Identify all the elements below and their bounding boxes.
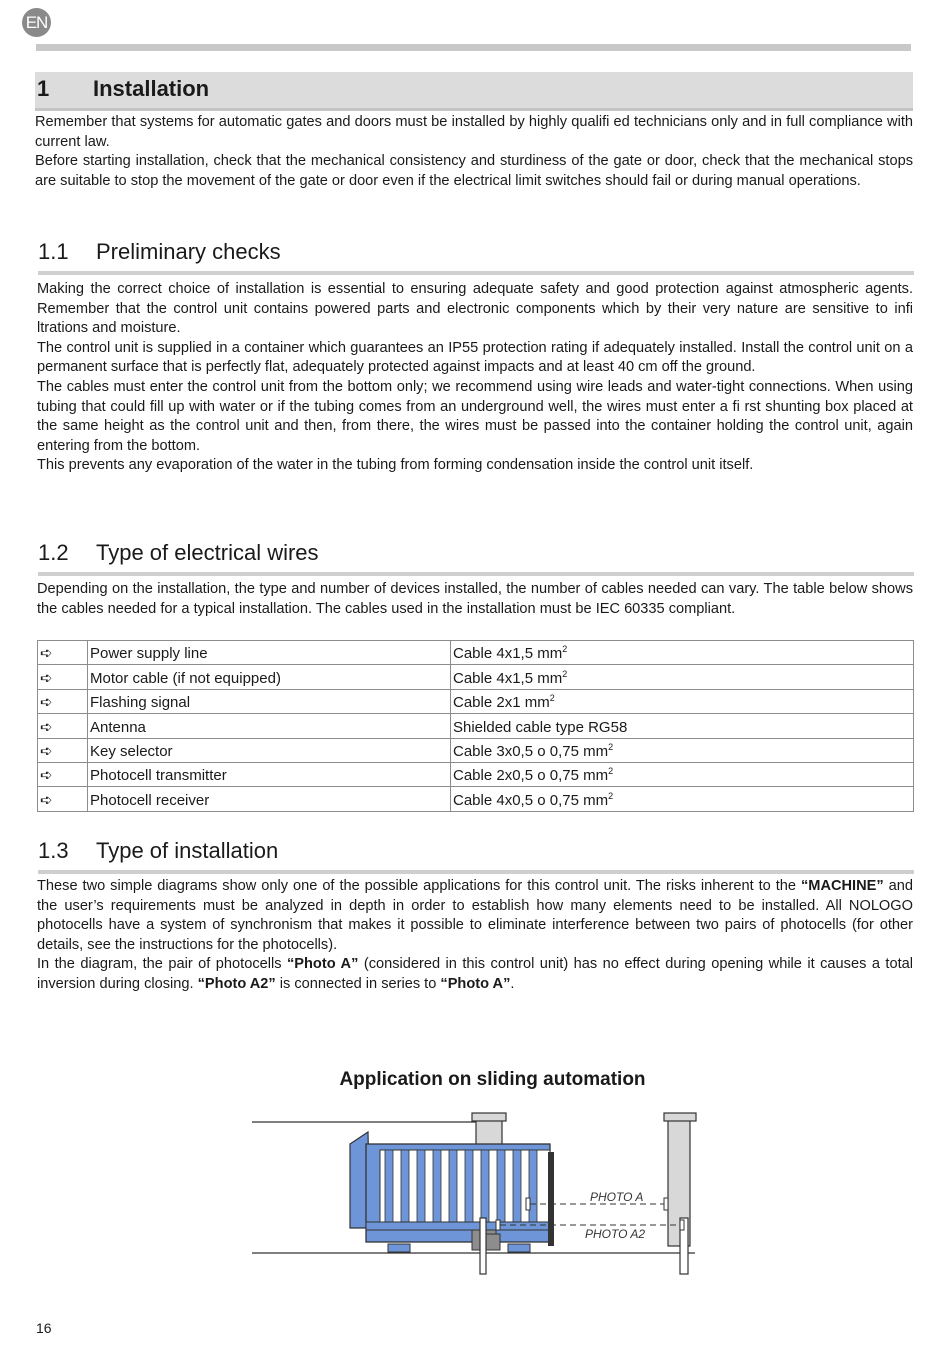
device-cell: Key selector bbox=[88, 738, 451, 762]
cables-table bbox=[37, 640, 914, 812]
gate-lower-rail bbox=[366, 1222, 550, 1230]
cable-text: Cable 4x1,5 mm bbox=[453, 669, 563, 687]
section-title: Type of installation bbox=[96, 838, 279, 863]
paragraph: Before starting installation, check that the mechanical consistency and sturdiness of the gate or door, check that the mechanical stops are suitable to stop the movement of the gate or door even if the electrical limit switches should fail or during manual operations. bbox=[35, 153, 913, 189]
cable-cell bbox=[451, 787, 914, 811]
paragraph: The cables must enter the control unit from the bottom only; we recommend using wire leads and water-tight connections. When using tubing that could fill up with water or if the tubing comes from an underground well, the wires must enter a fi rst shunting box placed at the same height as the control unit and then, from there, the wires must be passed into the container holding the control unit, again entering from the bottom. bbox=[37, 378, 913, 454]
arrow-icon: ➪ bbox=[38, 787, 88, 811]
cable-text: Shielded cable type RG58 bbox=[453, 718, 628, 736]
motor-unit-side bbox=[486, 1234, 500, 1250]
photocell-a2-tx bbox=[496, 1220, 500, 1230]
text-run: . bbox=[510, 975, 515, 992]
section-number: 1.1 bbox=[38, 239, 69, 264]
section-number: 1.2 bbox=[38, 540, 69, 565]
section-1-3-body bbox=[37, 877, 913, 995]
arrow-icon: ➪ bbox=[38, 665, 88, 689]
section-1-2-body bbox=[37, 580, 913, 619]
section-title: Installation bbox=[93, 76, 210, 101]
right-post-cap bbox=[664, 1113, 696, 1121]
sliding-gate-diagram bbox=[250, 1110, 710, 1280]
diagram-title: Application on sliding automation bbox=[339, 1069, 646, 1090]
bold-term: “MACHINE” bbox=[800, 878, 884, 894]
bold-term: “Photo A2” bbox=[197, 975, 276, 992]
cable-text: Cable 4x0,5 o 0,75 mm bbox=[453, 791, 609, 809]
section-1-1-body bbox=[37, 280, 913, 476]
device-cell: Flashing signal bbox=[88, 689, 451, 713]
text-run: is connected in series to bbox=[275, 975, 441, 992]
language-badge: EN bbox=[22, 8, 51, 37]
table-row bbox=[38, 738, 914, 762]
section-1-3-heading bbox=[38, 836, 914, 874]
cable-cell bbox=[451, 665, 914, 689]
cable-cell bbox=[451, 689, 914, 713]
label-photo-a2: PHOTO A2 bbox=[585, 1227, 646, 1241]
paragraph: The control unit is supplied in a container which guarantees an IP55 protection rating if adequately installed. Install the control unit on a permanent surface that is perfectly flat, adequately protected against impacts and at least 40 cm off the ground. bbox=[37, 339, 913, 376]
arrow-icon: ➪ bbox=[38, 641, 88, 665]
text-run: (considered in this control unit) has no effect during opening while it causes a total inversion during closing. bbox=[37, 956, 913, 992]
section-title: Type of electrical wires bbox=[96, 540, 319, 565]
section-title: Preliminary checks bbox=[96, 239, 281, 264]
device-cell: Antenna bbox=[88, 714, 451, 738]
arrow-icon: ➪ bbox=[38, 762, 88, 786]
device-cell: Photocell transmitter bbox=[88, 762, 451, 786]
photocell-a-rx bbox=[664, 1198, 668, 1210]
table-row bbox=[38, 689, 914, 713]
left-post-cap bbox=[472, 1113, 506, 1121]
bold-term: “Photo A” bbox=[286, 956, 359, 973]
page-number: 16 bbox=[36, 1320, 52, 1336]
table-row bbox=[38, 787, 914, 811]
section-1-1-heading bbox=[38, 237, 914, 275]
cable-cell bbox=[451, 714, 914, 738]
section-number: 1 bbox=[37, 76, 50, 101]
photocell-a2-rx bbox=[680, 1220, 684, 1230]
photocell-post-a2 bbox=[480, 1218, 486, 1274]
superscript: 2 bbox=[562, 668, 568, 679]
top-rule bbox=[36, 44, 911, 51]
table-row bbox=[38, 762, 914, 786]
cable-text: Cable 2x1 mm bbox=[453, 694, 550, 712]
gate bbox=[350, 1132, 554, 1252]
bold-term: “Photo A” bbox=[440, 975, 511, 992]
section-1-body bbox=[35, 113, 913, 191]
section-1-heading bbox=[35, 72, 913, 111]
cable-text: Cable 3x0,5 o 0,75 mm bbox=[453, 742, 609, 760]
text-run: In the diagram, the pair of photocells bbox=[37, 956, 287, 973]
paragraph: Remember that systems for automatic gates and doors must be installed by highly qualifi ed technicians only and in full compliance with current law. bbox=[35, 114, 913, 150]
section-1-2-heading bbox=[38, 538, 914, 576]
table-row bbox=[38, 641, 914, 665]
gate-wheel-right bbox=[508, 1244, 530, 1252]
text-run: These two simple diagrams show only one of the possible applications for this control unit. The risks inherent to the bbox=[37, 878, 801, 894]
arrow-icon: ➪ bbox=[38, 738, 88, 762]
section-number: 1.3 bbox=[38, 838, 69, 863]
label-photo-a: PHOTO A bbox=[590, 1190, 644, 1204]
paragraph bbox=[37, 955, 913, 994]
superscript: 2 bbox=[549, 693, 555, 704]
device-cell: Power supply line bbox=[88, 641, 451, 665]
superscript: 2 bbox=[608, 790, 614, 801]
paragraph: Making the correct choice of installation is essential to ensuring adequate safety and good protection against atmospheric agents. Remember that the control unit contains powered parts and electronic components which by their very nature are sensitive to infi ltrations and moisture. bbox=[37, 281, 913, 337]
device-cell: Photocell receiver bbox=[88, 787, 451, 811]
cable-text: Cable 2x0,5 o 0,75 mm bbox=[453, 767, 609, 785]
cable-cell bbox=[451, 641, 914, 665]
gate-wheel-left bbox=[388, 1244, 410, 1252]
paragraph: Depending on the installation, the type and number of devices installed, the number of cables needed can vary. The table below shows the cables needed for a typical installation. The cables used in the installation must be IEC 60335 compliant. bbox=[37, 581, 913, 617]
photocell-a-tx bbox=[526, 1198, 530, 1210]
paragraph: This prevents any evaporation of the water in the tubing from forming condensation inside the control unit itself. bbox=[37, 457, 754, 474]
cable-cell bbox=[451, 738, 914, 762]
superscript: 2 bbox=[608, 741, 614, 752]
text-run: and the user’s requirements must be analyzed in depth in order to establish how many elements need to be installed. All NOLOGO photocells have a system of synchronism that makes it possible to eliminate interference between two pairs of photocells (for other details, see the instructions for the photocells). bbox=[37, 878, 913, 953]
table-row bbox=[38, 665, 914, 689]
superscript: 2 bbox=[562, 644, 568, 655]
cable-text: Cable 4x1,5 mm bbox=[453, 645, 563, 663]
paragraph bbox=[37, 877, 913, 955]
device-cell: Motor cable (if not equipped) bbox=[88, 665, 451, 689]
superscript: 2 bbox=[608, 766, 614, 777]
table-row bbox=[38, 714, 914, 738]
cable-cell bbox=[451, 762, 914, 786]
arrow-icon: ➪ bbox=[38, 714, 88, 738]
arrow-icon: ➪ bbox=[38, 689, 88, 713]
gate-edge bbox=[548, 1152, 554, 1246]
